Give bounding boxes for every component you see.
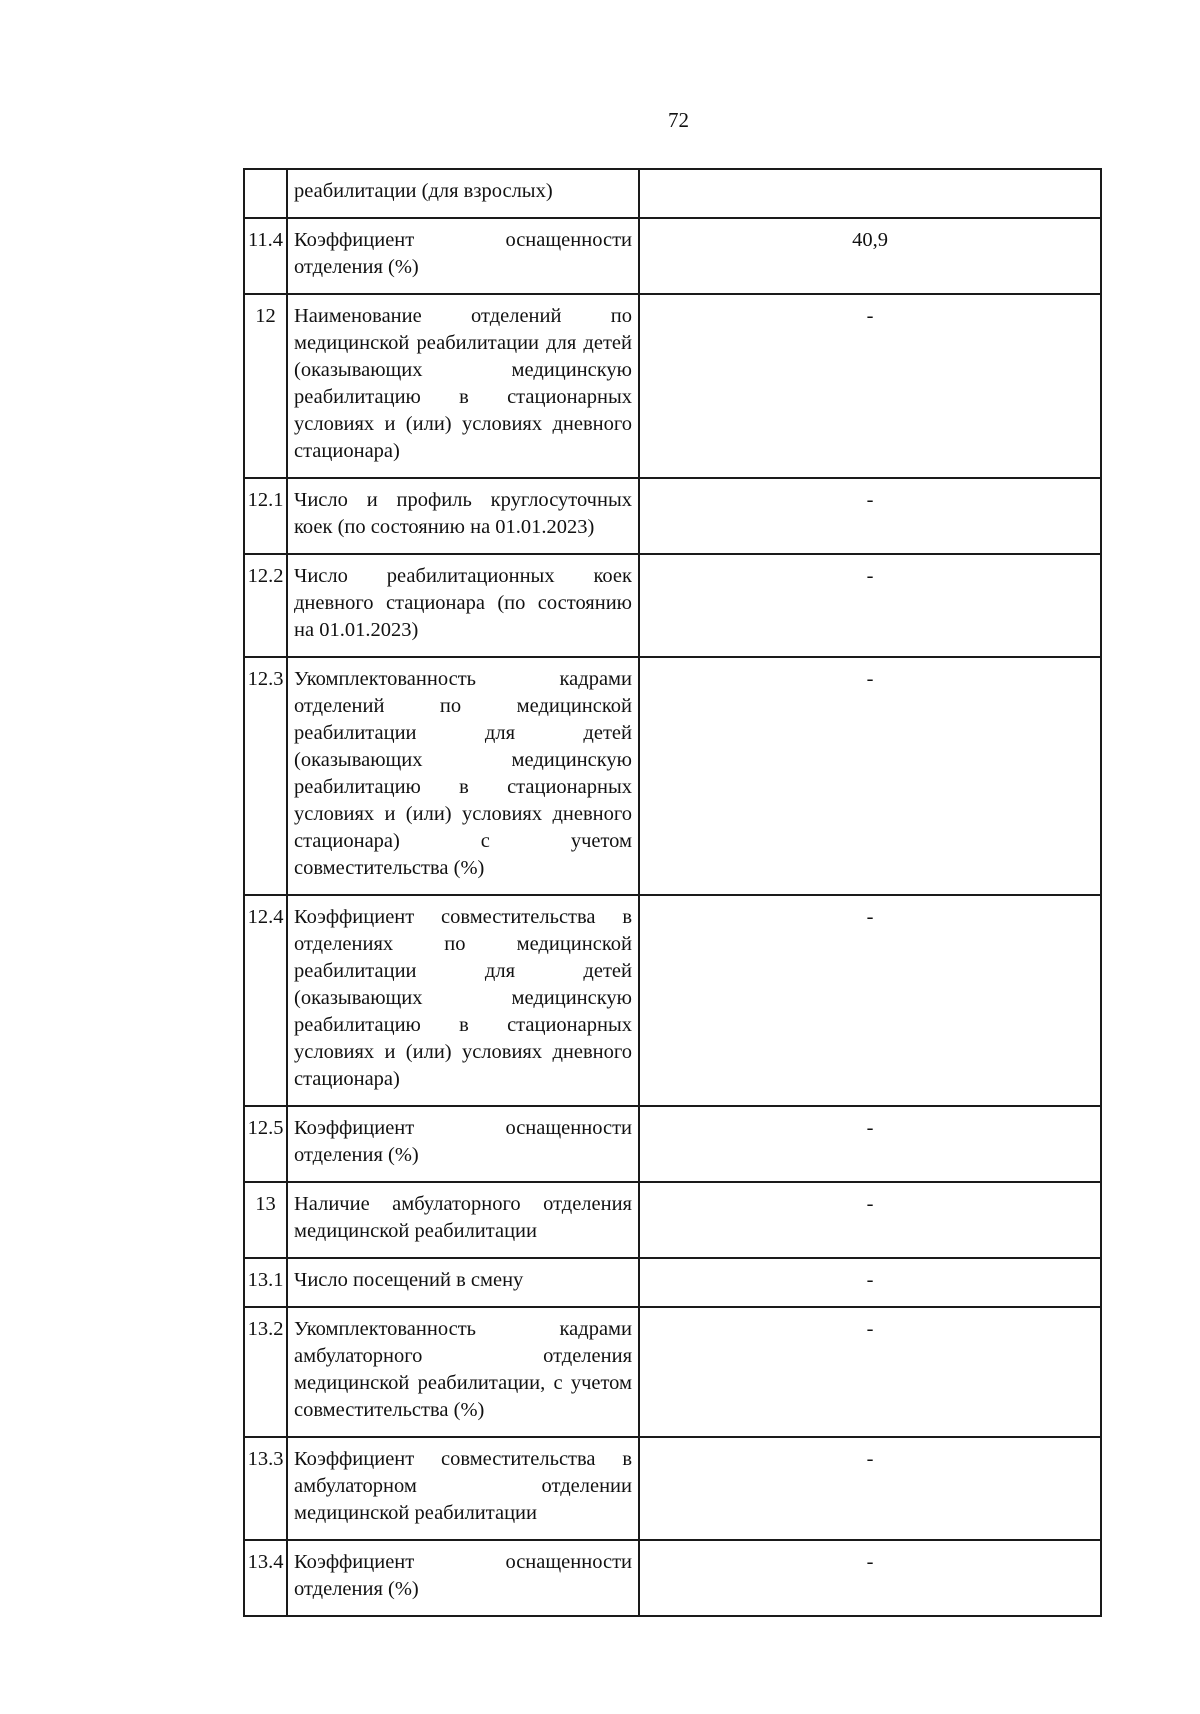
row-value: - bbox=[639, 1540, 1101, 1616]
indicators-table bbox=[243, 168, 1102, 1617]
row-text: Наличие амбулаторного отделения медицинской реабилитации bbox=[287, 1182, 639, 1258]
row-text: Число реабилитационных коек дневного стационара (по состоянию на 01.01.2023) bbox=[287, 554, 639, 657]
row-text: Укомплектованность кадрами амбулаторного отделения медицинской реабилитации, с учетом совместительства (%) bbox=[287, 1307, 639, 1437]
row-text: реабилитации (для взрослых) bbox=[287, 169, 639, 218]
row-value: 40,9 bbox=[639, 218, 1101, 294]
row-number: 13.3 bbox=[244, 1437, 287, 1540]
row-number: 13.1 bbox=[244, 1258, 287, 1307]
page-number: 72 bbox=[668, 108, 689, 132]
table-row bbox=[244, 1437, 1101, 1540]
row-value: - bbox=[639, 1307, 1101, 1437]
row-value: - bbox=[639, 554, 1101, 657]
row-number: 13 bbox=[244, 1182, 287, 1258]
table-row bbox=[244, 1182, 1101, 1258]
table-row bbox=[244, 1106, 1101, 1182]
row-value: - bbox=[639, 657, 1101, 895]
table-row bbox=[244, 657, 1101, 895]
row-number: 12.2 bbox=[244, 554, 287, 657]
row-number: 12.3 bbox=[244, 657, 287, 895]
table-row bbox=[244, 169, 1101, 218]
table-row bbox=[244, 554, 1101, 657]
row-text: Коэффициент совместительства в амбулаторном отделении медицинской реабилитации bbox=[287, 1437, 639, 1540]
row-value: - bbox=[639, 1258, 1101, 1307]
row-value: - bbox=[639, 895, 1101, 1106]
table-row bbox=[244, 478, 1101, 554]
table-row bbox=[244, 218, 1101, 294]
row-text: Коэффициент оснащенности отделения (%) bbox=[287, 1540, 639, 1616]
row-number: 12.1 bbox=[244, 478, 287, 554]
row-text: Число и профиль круглосуточных коек (по состоянию на 01.01.2023) bbox=[287, 478, 639, 554]
table-row bbox=[244, 895, 1101, 1106]
row-text: Коэффициент оснащенности отделения (%) bbox=[287, 1106, 639, 1182]
row-number: 12.5 bbox=[244, 1106, 287, 1182]
row-text: Число посещений в смену bbox=[287, 1258, 639, 1307]
row-number: 12.4 bbox=[244, 895, 287, 1106]
row-number: 11.4 bbox=[244, 218, 287, 294]
row-value: - bbox=[639, 1106, 1101, 1182]
row-number: 13.2 bbox=[244, 1307, 287, 1437]
row-value: - bbox=[639, 478, 1101, 554]
row-value bbox=[639, 169, 1101, 218]
table-row bbox=[244, 1540, 1101, 1616]
row-value: - bbox=[639, 1182, 1101, 1258]
row-number bbox=[244, 169, 287, 218]
row-text: Наименование отделений по медицинской реабилитации для детей (оказывающих медицинскую реабилитацию в стационарных условиях и (или) условиях дневного стационара) bbox=[287, 294, 639, 478]
table-row bbox=[244, 1258, 1101, 1307]
row-text: Коэффициент совместительства в отделениях по медицинской реабилитации для детей (оказывающих медицинскую реабилитацию в стационарных условиях и (или) условиях дневного стационара) bbox=[287, 895, 639, 1106]
row-number: 12 bbox=[244, 294, 287, 478]
row-value: - bbox=[639, 1437, 1101, 1540]
table-row bbox=[244, 1307, 1101, 1437]
row-text: Укомплектованность кадрами отделений по медицинской реабилитации для детей (оказывающих медицинскую реабилитацию в стационарных условиях и (или) условиях дневного стационара) с учетом совместительства (%) bbox=[287, 657, 639, 895]
row-text: Коэффициент оснащенности отделения (%) bbox=[287, 218, 639, 294]
table-row bbox=[244, 294, 1101, 478]
row-number: 13.4 bbox=[244, 1540, 287, 1616]
row-value: - bbox=[639, 294, 1101, 478]
